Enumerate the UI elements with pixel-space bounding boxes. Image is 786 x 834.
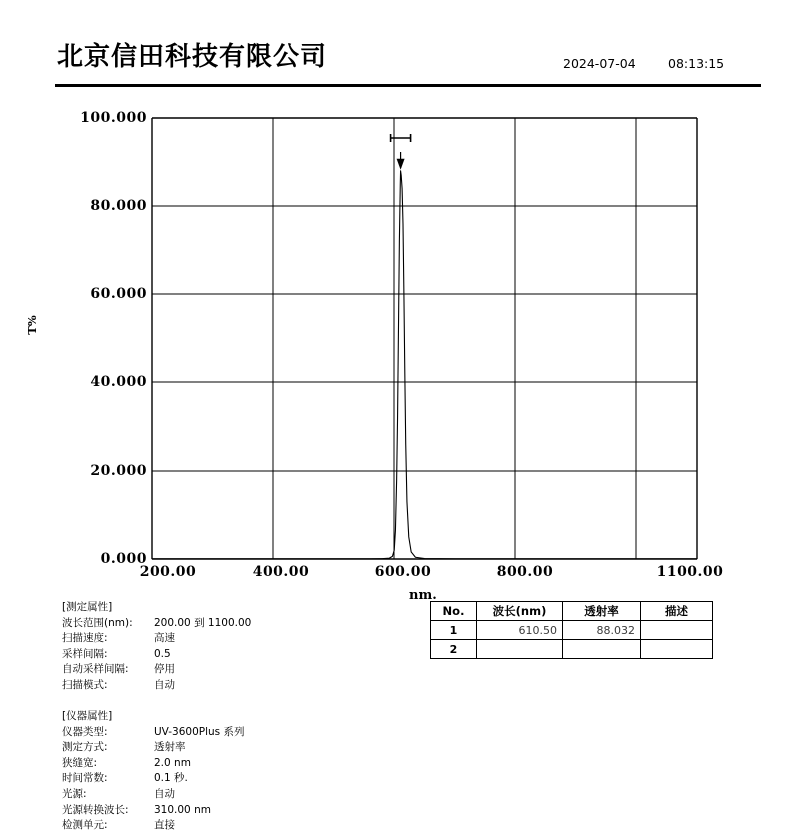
x-tick-label: 600.00 bbox=[374, 564, 432, 580]
measure-property-key: 扫描模式: bbox=[62, 678, 108, 691]
x-tick-label: 800.00 bbox=[496, 564, 554, 580]
measure-property-value: 停用 bbox=[154, 663, 175, 676]
instrument-property-key: 检测单元: bbox=[62, 819, 108, 832]
instrument-properties bbox=[62, 709, 244, 834]
spectrum-trace bbox=[152, 171, 697, 559]
y-tick-label: 100.000 bbox=[80, 110, 147, 126]
measure-property-key: 自动采样间隔: bbox=[62, 663, 129, 676]
measure-property-row bbox=[62, 662, 251, 678]
table-row[interactable] bbox=[431, 640, 713, 659]
peaks-table bbox=[430, 601, 713, 659]
peaks-table-body bbox=[431, 621, 713, 659]
page-title: 北京信田科技有限公司 bbox=[57, 42, 328, 72]
instrument-property-value: UV-3600Plus 系列 bbox=[154, 725, 245, 738]
column-header-wavelength: 波长(nm) bbox=[477, 602, 563, 621]
instrument-property-value: 2.0 nm bbox=[154, 756, 191, 769]
column-header-transmittance: 透射率 bbox=[563, 602, 641, 621]
x-axis-title: nm. bbox=[409, 588, 437, 603]
cell-transmittance: 88.032 bbox=[563, 621, 641, 640]
instrument-property-row bbox=[62, 740, 244, 756]
measure-properties bbox=[62, 600, 251, 694]
instrument-property-value: 自动 bbox=[154, 787, 175, 800]
instrument-property-value: 310.00 nm bbox=[154, 803, 211, 816]
table-row[interactable] bbox=[431, 621, 713, 640]
measure-property-key: 采样间隔: bbox=[62, 647, 108, 660]
column-header-no: No. bbox=[431, 602, 477, 621]
cell-transmittance bbox=[563, 640, 641, 659]
instrument-property-key: 时间常数: bbox=[62, 772, 108, 785]
y-tick-label: 60.000 bbox=[90, 286, 147, 302]
instrument-properties-list bbox=[62, 725, 244, 834]
measure-property-value: 高速 bbox=[154, 632, 175, 645]
instrument-property-key: 光源转换波长: bbox=[62, 803, 129, 816]
instrument-property-row bbox=[62, 818, 244, 834]
instrument-property-value: 直接 bbox=[154, 819, 175, 832]
y-tick-label: 20.000 bbox=[90, 463, 147, 479]
measure-property-key: 扫描速度: bbox=[62, 632, 108, 645]
cell-no: 2 bbox=[431, 640, 477, 659]
measure-property-row bbox=[62, 678, 251, 694]
measure-property-value: 自动 bbox=[154, 678, 175, 691]
instrument-property-row bbox=[62, 725, 244, 741]
plot-frame bbox=[152, 118, 697, 559]
instrument-property-key: 狭缝宽: bbox=[62, 756, 98, 769]
measure-property-value: 200.00 到 1100.00 bbox=[154, 616, 252, 629]
instrument-property-row bbox=[62, 771, 244, 787]
report-date: 2024-07-04 bbox=[563, 56, 636, 71]
y-tick-label: 80.000 bbox=[90, 198, 147, 214]
column-header-description: 描述 bbox=[641, 602, 713, 621]
instrument-property-row bbox=[62, 756, 244, 772]
x-tick-label: 200.00 bbox=[139, 564, 197, 580]
instrument-property-row bbox=[62, 787, 244, 803]
measure-property-row bbox=[62, 647, 251, 663]
table-header-row bbox=[431, 602, 713, 621]
measure-property-value: 0.5 bbox=[154, 647, 171, 660]
measure-property-row bbox=[62, 631, 251, 647]
y-tick-label: 40.000 bbox=[90, 374, 147, 390]
instrument-properties-heading: [仪器属性] bbox=[62, 710, 113, 722]
cell-wavelength bbox=[477, 640, 563, 659]
cell-no: 1 bbox=[431, 621, 477, 640]
report-time: 08:13:15 bbox=[668, 56, 725, 71]
measure-properties-heading: [测定属性] bbox=[62, 601, 113, 613]
instrument-property-value: 0.1 秒. bbox=[154, 772, 188, 785]
instrument-property-row bbox=[62, 803, 244, 819]
grid-lines bbox=[152, 118, 697, 559]
x-tick-label: 400.00 bbox=[252, 564, 310, 580]
x-tick-label: 1100.00 bbox=[656, 564, 724, 580]
cell-description bbox=[641, 621, 713, 640]
instrument-property-key: 测定方式: bbox=[62, 741, 108, 754]
instrument-property-value: 透射率 bbox=[154, 741, 186, 754]
y-axis-title: T% bbox=[24, 315, 39, 335]
instrument-property-key: 光源: bbox=[62, 787, 87, 800]
cell-wavelength: 610.50 bbox=[477, 621, 563, 640]
cell-description bbox=[641, 640, 713, 659]
y-tick-label: 0.000 bbox=[100, 551, 147, 567]
measure-property-key: 波长范围(nm): bbox=[62, 616, 133, 629]
measure-properties-list bbox=[62, 616, 251, 694]
measure-property-row bbox=[62, 616, 251, 632]
instrument-property-key: 仪器类型: bbox=[62, 725, 108, 738]
